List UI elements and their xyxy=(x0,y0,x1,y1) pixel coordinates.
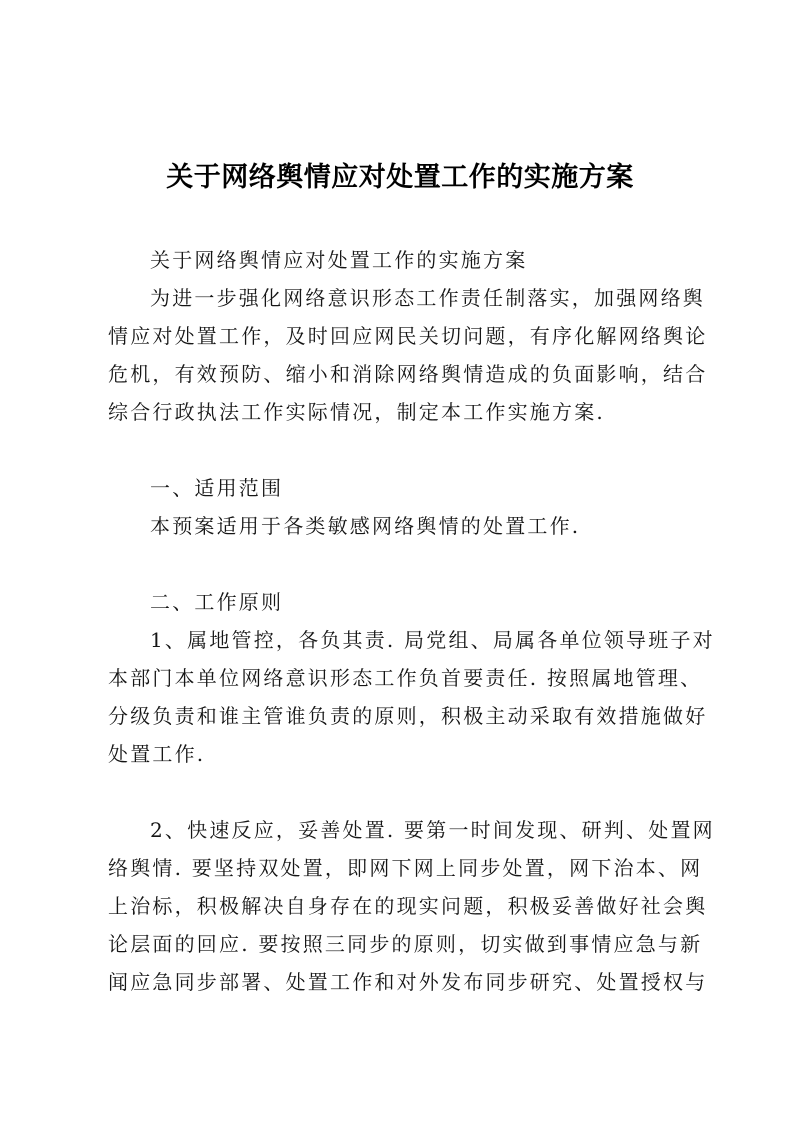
document-title: 关于网络舆情应对处置工作的实施方案 xyxy=(166,162,634,193)
section-principles xyxy=(108,583,715,773)
paragraph-line: 本部门本单位网络意识形态工作负首要责任. 按照属地管理、 xyxy=(108,666,703,690)
paragraph-line: 本预案适用于各类敏感网络舆情的处置工作. xyxy=(150,514,581,538)
section-heading: 二、工作原则 xyxy=(150,590,284,614)
paragraph-line: 闻应急同步部署、处置工作和对外发布同步研究、处置授权与 xyxy=(108,970,708,994)
section-scope xyxy=(108,469,694,545)
paragraph-line: 络舆情. 要坚持双处置，即网下网上同步处置，网下治本、网 xyxy=(108,856,703,880)
intro-line: 综合行政执法工作实际情况，制定本工作实施方案. xyxy=(108,400,605,424)
intro-line: 危机，有效预防、缩小和消除网络舆情造成的负面影响，结合 xyxy=(108,362,708,386)
intro-line: 为进一步强化网络意识形态工作责任制落实，加强网络舆 xyxy=(150,286,705,310)
intro-line: 情应对处置工作，及时回应网民关切问题，有序化解网络舆论 xyxy=(108,324,708,348)
principle-rapid-response xyxy=(108,811,715,1001)
intro-block xyxy=(108,241,708,431)
paragraph-line: 处置工作. xyxy=(108,742,206,766)
section-heading: 一、适用范围 xyxy=(150,476,284,500)
paragraph-line: 2、快速反应，妥善处置. 要第一时间发现、研判、处置网 xyxy=(150,818,715,842)
subtitle-line: 关于网络舆情应对处置工作的实施方案 xyxy=(150,248,528,272)
paragraph-line: 1、属地管控，各负其责. 局党组、局属各单位领导班子对 xyxy=(150,628,715,652)
paragraph-line: 分级负责和谁主管谁负责的原则，积极主动采取有效措施做好 xyxy=(108,704,708,728)
paragraph-line: 论层面的回应. 要按照三同步的原则，切实做到事情应急与新 xyxy=(108,932,703,956)
paragraph-line: 上治标，积极解决自身存在的现实问题，积极妥善做好社会舆 xyxy=(108,894,708,918)
